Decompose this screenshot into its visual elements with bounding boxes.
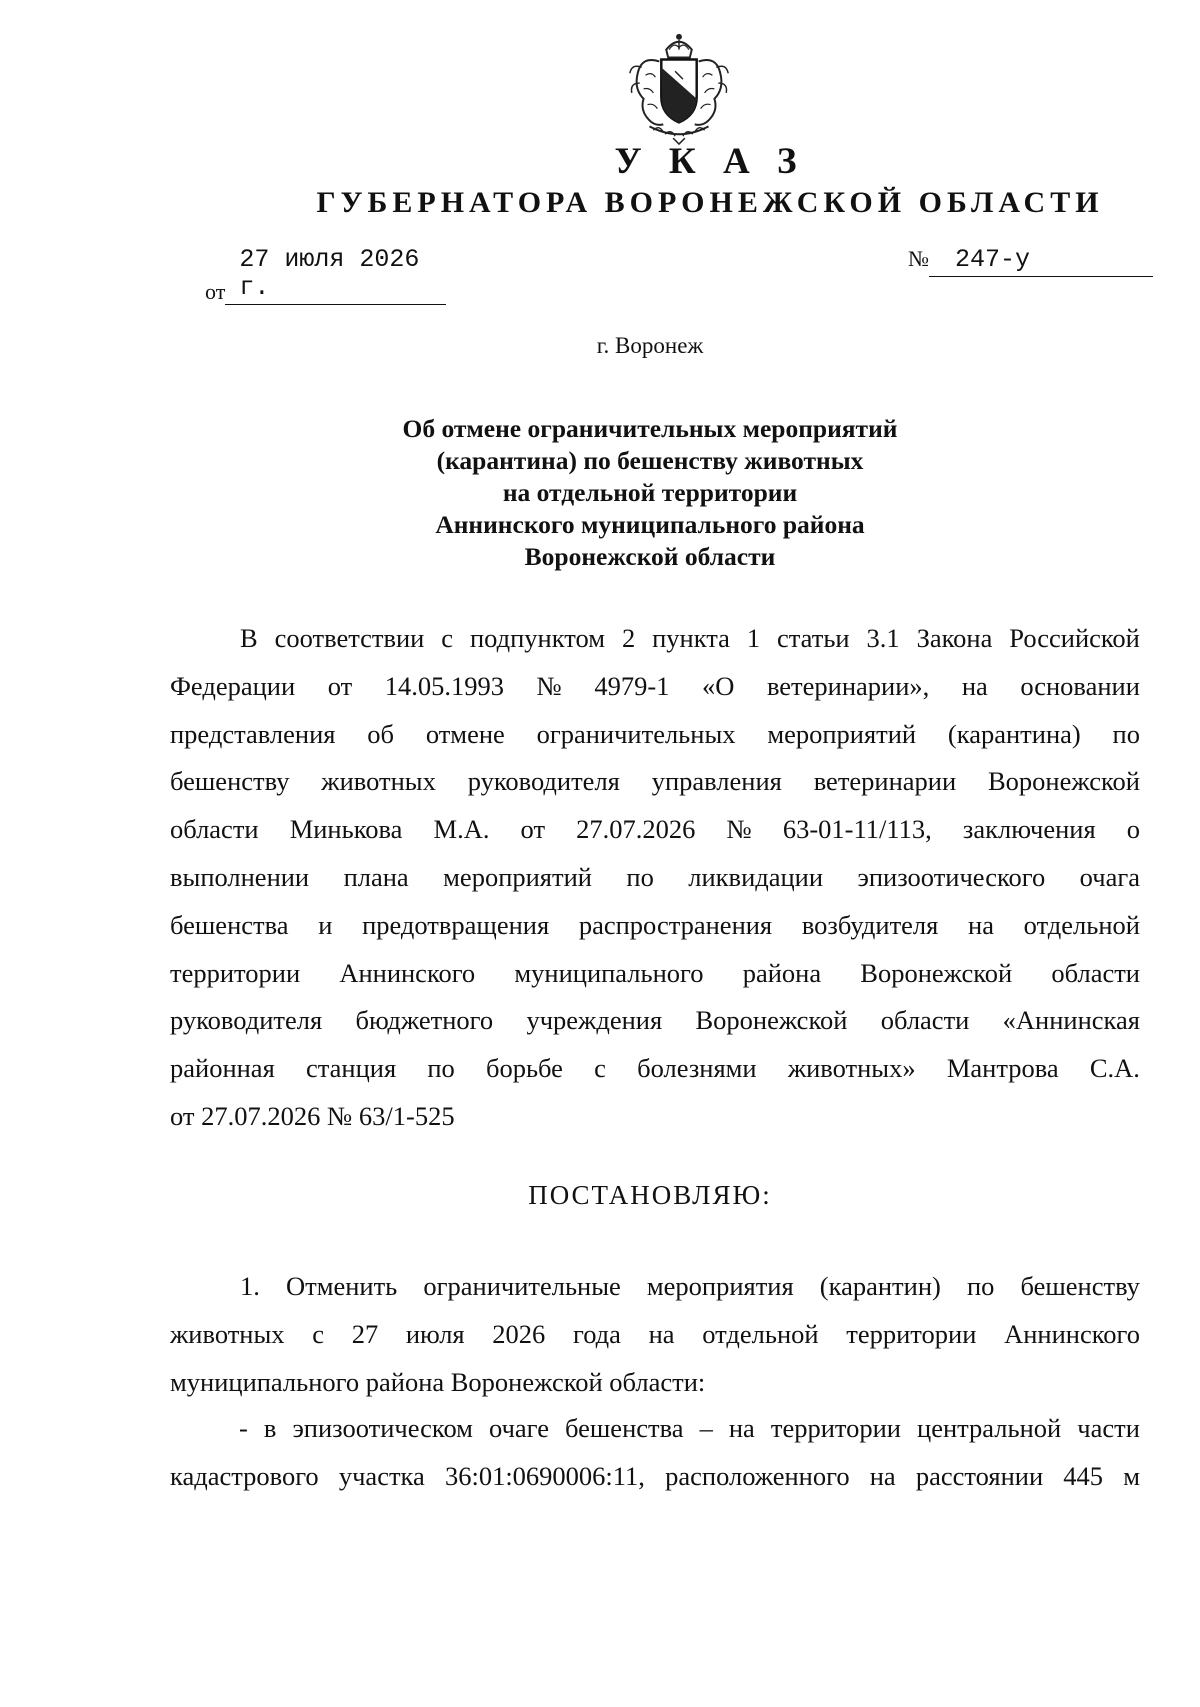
word: подпунктом [469,623,606,653]
item-1-paragraph [170,1263,1140,1406]
word: ветеринарии», [766,670,930,701]
word: ограничительные [423,1271,621,1301]
word: руководителя [170,1005,323,1036]
word: отдельной [1023,909,1140,940]
word: 2 [621,623,636,653]
text-line [170,997,1140,1045]
word: «Аннинская [1002,1005,1140,1036]
word: - [239,1413,248,1443]
word: № [726,814,752,845]
word: заключения [962,814,1096,845]
word: с [441,623,454,653]
word: ликвидации [688,861,824,892]
word: июля [405,1318,465,1349]
text-line [170,758,1140,806]
word: бюджетного [355,1005,494,1036]
word: 27.07.2026 [576,814,696,845]
word: Воронежской [860,957,1013,988]
word: территории [170,957,301,988]
word: (карантина) [947,718,1081,749]
word: № [536,670,562,701]
word: станция [305,1053,397,1084]
word: В [240,623,258,653]
word: животных [170,1318,285,1349]
text-line [170,663,1140,711]
text-line [170,854,1140,902]
word: животных [321,766,436,797]
word: территории [770,1413,901,1443]
word: района [742,957,822,988]
city-label: г. Воронеж [596,333,704,358]
date-label: от [205,279,226,304]
word: 445 [1063,1460,1104,1491]
issuer-title: ГУБЕРНАТОРА ВОРОНЕЖСКОЙ ОБЛАСТИ [316,186,1104,219]
word: распространения [578,909,773,940]
preamble-paragraph [170,615,1140,1141]
word: возбудителя [801,909,939,940]
text-line-last: муниципального района Воронежской области: [170,1366,706,1397]
word: мероприятий [443,861,592,892]
text-line-last: от 27.07.2026 № 63/1-525 [170,1100,455,1131]
word: управления [651,766,782,797]
subject-line: на отдельной территории [502,478,798,507]
word: Российской [1009,623,1140,653]
word: Федерации [170,670,296,701]
word: по [427,1053,455,1084]
word: 3.1 [866,623,900,653]
word: представления [170,718,336,749]
word: основании [1020,670,1140,701]
text-line [170,615,1140,663]
word: С.А. [1089,1053,1140,1084]
word: болезнями [637,1053,757,1084]
number-value: 247-у [929,246,1153,277]
word: очаге [489,1413,549,1443]
word: статьи [777,623,850,653]
word: центральной [917,1413,1062,1443]
number-field [908,246,1153,277]
word: 1. [240,1271,260,1301]
word: районная [170,1053,275,1084]
word: кадастрового [170,1460,319,1491]
text-line [170,1311,1140,1359]
word: участка [338,1460,425,1491]
word: соответствии [274,623,425,653]
word: по [626,861,654,892]
word: бешенству [1020,1271,1140,1301]
word: 1 [746,623,761,653]
word: области [880,1005,970,1036]
document-type-title: У К А З [614,141,806,182]
date-value: 27 июля 2026 г. [225,246,446,305]
date-field [205,246,446,305]
subject-line: Об отмене ограничительных мероприятий [402,414,898,443]
word: мероприятий [767,718,917,749]
word: области [1051,957,1140,988]
word: – [699,1413,713,1443]
word: очага [1079,861,1140,892]
word: ветеринарии [813,766,957,797]
word: предотвращения [362,909,550,940]
text-line [170,806,1140,854]
word: выполнении [170,861,310,892]
subject-line: Воронежской области [524,542,776,571]
word: руководителя [467,766,620,797]
text-line [170,902,1140,950]
word: от [327,670,353,701]
word: 63-01-11/113, [782,814,932,845]
word: об [367,718,395,749]
word: области [170,814,259,845]
word: расстоянии [915,1460,1044,1491]
word: по [1112,718,1140,749]
word: Закона [916,623,993,653]
word: эпизоотическом [292,1413,473,1443]
word: учреждения [526,1005,663,1036]
word: части [1077,1413,1140,1443]
word: «О [702,670,735,701]
word: Аннинского [1004,1318,1140,1349]
word: расположенного [665,1460,850,1491]
word: бешенства [170,909,289,940]
word: муниципального [514,957,704,988]
word: эпизоотического [857,861,1046,892]
word: на [968,909,994,940]
word: бешенству [170,766,290,797]
text-line [170,1405,1140,1453]
word: Аннинского [339,957,476,988]
coat-of-arms-icon [620,28,738,146]
word: по [966,1271,995,1301]
word: Воронежской [988,766,1140,797]
word: отмене [425,718,505,749]
word: м [1123,1460,1140,1491]
word: борьбе [485,1053,563,1084]
word: 36:01:0690006:11, [444,1460,645,1491]
word: и [318,909,333,940]
word: о [1126,814,1140,845]
word: Отменить [285,1271,398,1301]
word: территории [846,1318,977,1349]
word: мероприятия [646,1271,794,1301]
subitem-paragraph [170,1405,1140,1501]
word: на [648,1318,675,1349]
word: от [520,814,546,845]
subject-line: Аннинского муниципального района [435,510,865,539]
word: (карантин) [819,1271,941,1301]
word: М.А. [433,814,490,845]
word: отдельной [702,1318,819,1349]
word: пункта [652,623,730,653]
word: с [594,1053,606,1084]
word: ограничительных [536,718,736,749]
word: на [728,1413,755,1443]
text-line [170,1045,1140,1093]
subject-heading [0,413,1200,573]
text-line [170,711,1140,759]
word: 4979-1 [594,670,670,701]
number-label: № [908,246,929,271]
word: Минькова [289,814,403,845]
word: плана [343,861,409,892]
decree-word: ПОСТАНОВЛЯЮ: [528,1180,772,1210]
word: 2026 [492,1318,546,1349]
word: на [961,670,988,701]
word: бешенства [565,1413,684,1443]
word: Воронежской [695,1005,848,1036]
word: Мантрова [946,1053,1059,1084]
word: на [869,1460,896,1491]
subject-line: (карантина) по бешенству животных [436,446,864,475]
word: 14.05.1993 [384,670,504,701]
word: года [572,1318,621,1349]
text-line [170,1453,1140,1501]
word: животных» [787,1053,916,1084]
word: 27 [351,1318,379,1349]
word: с [312,1318,324,1349]
text-line [170,1263,1140,1311]
text-line [170,950,1140,998]
word: в [263,1413,277,1443]
